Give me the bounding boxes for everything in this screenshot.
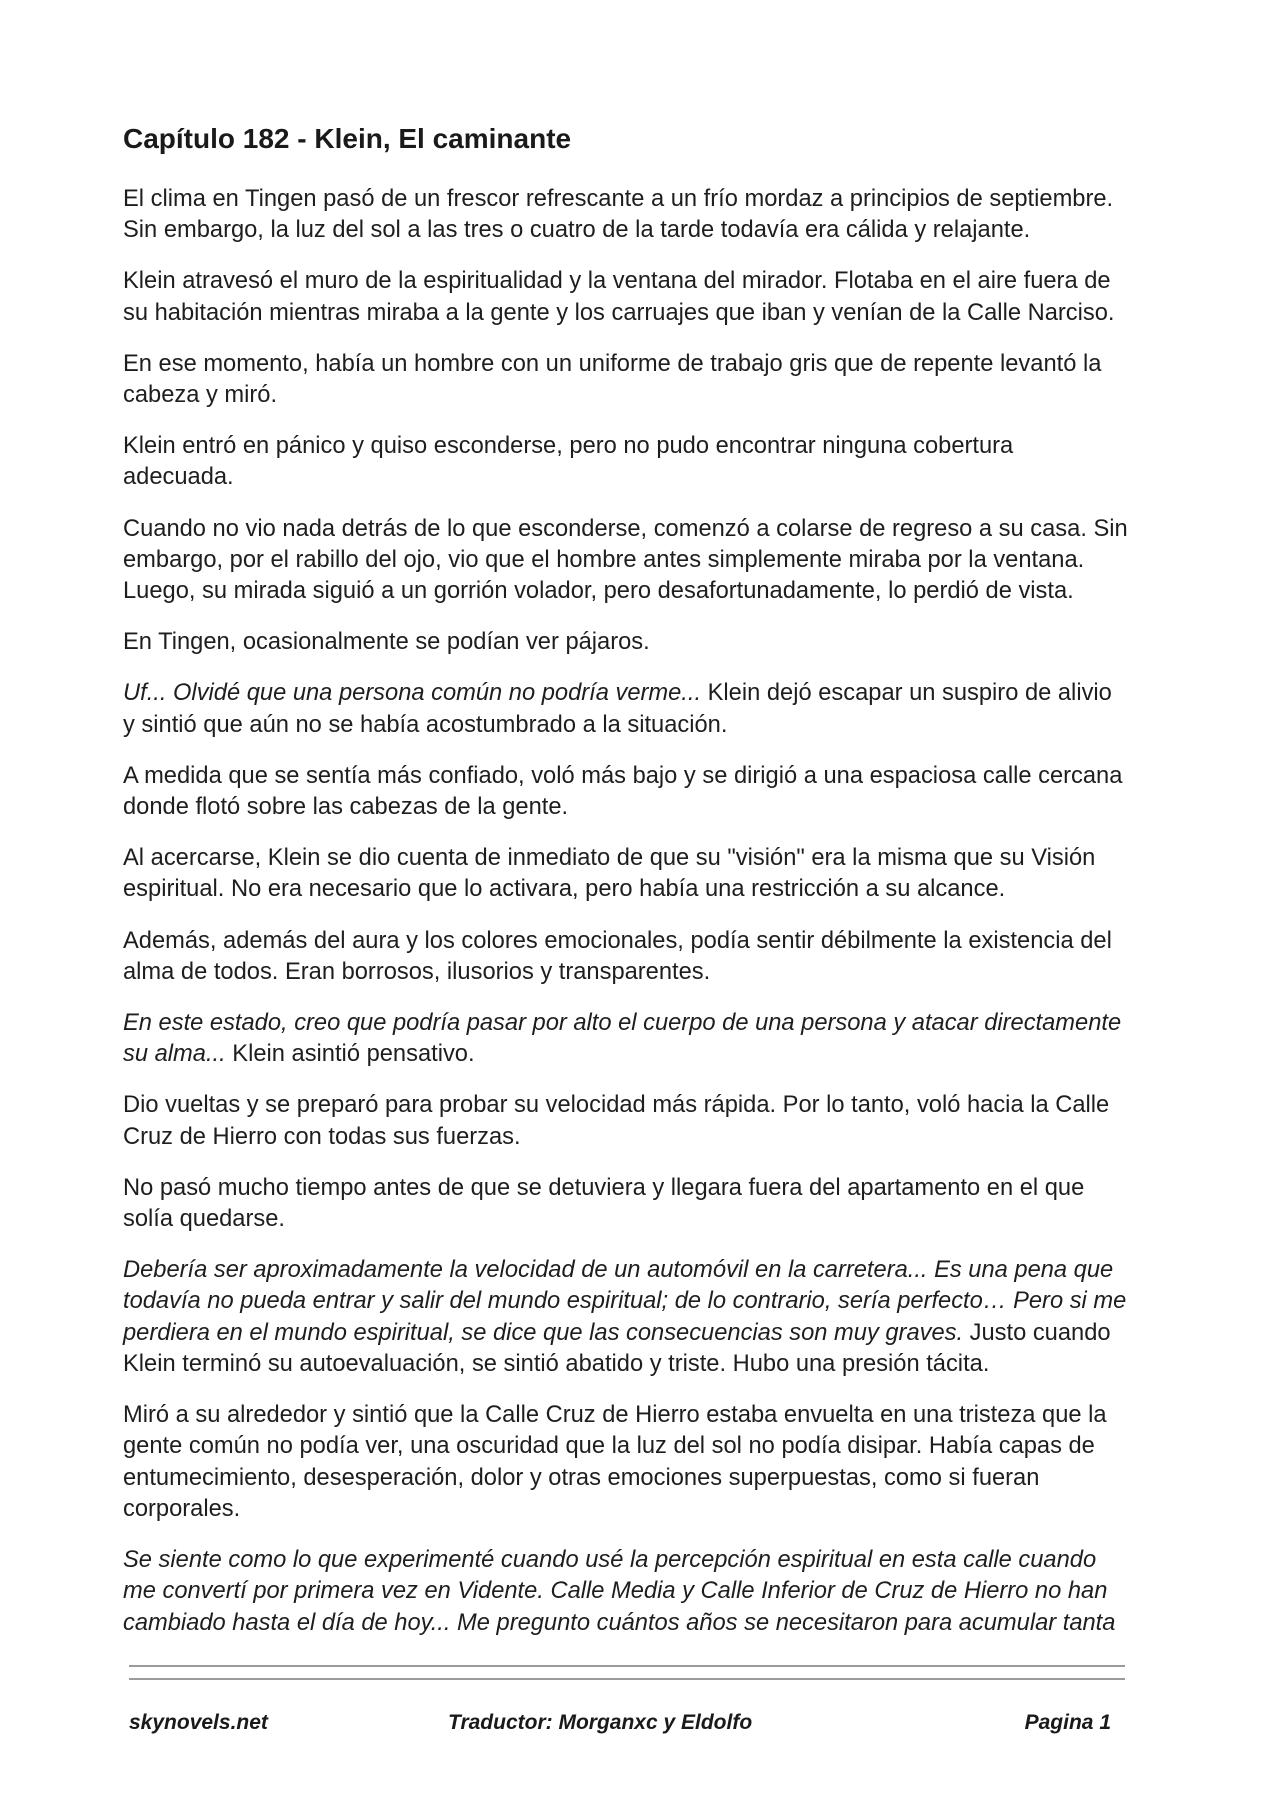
footer-translator: Traductor: Morganxc y Eldolfo xyxy=(448,1711,753,1734)
body-text: cabeza y miró. xyxy=(123,382,278,409)
paragraph xyxy=(123,678,1183,741)
footer-site: skynovels.net xyxy=(129,1711,268,1734)
text-line xyxy=(123,1463,1183,1494)
text-line xyxy=(123,1400,1183,1431)
body-text: corporales. xyxy=(123,1495,241,1522)
body-text: Además, además del aura y los colores emocionales, podía sentir débilmente la existencia del xyxy=(123,927,1112,954)
text-line xyxy=(123,1122,1183,1153)
text-line xyxy=(123,431,1183,462)
body-text: y sintió que aún no se había acostumbrado a la situación. xyxy=(123,711,728,738)
italic-text: me convertí por primera vez en Vidente. Calle Media y Calle Inferior de Cruz de Hierro no han xyxy=(123,1578,1108,1605)
paragraph xyxy=(123,1008,1183,1071)
paragraph xyxy=(123,843,1183,906)
body-text: En ese momento, había un hombre con un uniforme de trabajo gris que de repente levantó la xyxy=(123,350,1102,377)
italic-text: todavía no pueda entrar y salir del mundo espiritual; de lo contrario, sería perfecto… Pero si me xyxy=(123,1288,1127,1315)
text-line xyxy=(123,1039,1183,1070)
text-line xyxy=(123,514,1183,545)
text-line xyxy=(123,926,1183,957)
text-line xyxy=(123,1173,1183,1204)
italic-text: su alma... xyxy=(123,1041,226,1068)
text-line xyxy=(123,1090,1183,1121)
text-line xyxy=(123,1608,1183,1639)
italic-text: Se siente como lo que experimenté cuando usé la percepción espiritual en esta calle cuando xyxy=(123,1547,1097,1574)
chapter-title: Capítulo 182 - Klein, El caminante xyxy=(123,123,572,154)
text-line xyxy=(123,1318,1183,1349)
paragraph xyxy=(123,1173,1183,1236)
chapter-body xyxy=(123,184,1183,1639)
body-text: Cuando no vio nada detrás de lo que esconderse, comenzó a colarse de regreso a su casa. Sin xyxy=(123,515,1128,542)
paragraph xyxy=(123,1400,1183,1525)
text-line xyxy=(123,349,1183,380)
body-text: Sin embargo, la luz del sol a las tres o cuatro de la tarde todavía era cálida y relajante. xyxy=(123,217,1031,244)
text-line xyxy=(123,957,1183,988)
body-text: Klein dejó escapar un suspiro de alivio xyxy=(701,680,1112,707)
italic-text: perdiera en el mundo espiritual, se dice que las consecuencias son muy graves. xyxy=(123,1319,964,1346)
text-line xyxy=(123,1286,1183,1317)
text-line xyxy=(123,792,1183,823)
body-text: Klein entró en pánico y quiso esconderse, pero no pudo encontrar ninguna cobertura xyxy=(123,433,1014,460)
body-text: El clima en Tingen pasó de un frescor refrescante a un frío mordaz a principios de septiembre. xyxy=(123,186,1114,212)
text-line xyxy=(123,576,1183,607)
text-line xyxy=(123,678,1183,709)
text-line xyxy=(123,710,1183,741)
italic-text: Debería ser aproximadamente la velocidad de un automóvil en la carretera... Es una pena que xyxy=(123,1257,1114,1284)
chapter-content xyxy=(123,122,1183,1659)
paragraph xyxy=(123,1090,1183,1153)
text-line xyxy=(123,843,1183,874)
body-text: Miró a su alrededor y sintió que la Calle Cruz de Hierro estaba envuelta en una tristeza que la xyxy=(123,1402,1107,1429)
text-line xyxy=(123,266,1183,297)
text-line xyxy=(123,1204,1183,1235)
body-text: En Tingen, ocasionalmente se podían ver pájaros. xyxy=(123,629,650,656)
body-text: No pasó mucho tiempo antes de que se detuviera y llegara fuera del apartamento en el que xyxy=(123,1174,1085,1201)
body-text: Klein asintió pensativo. xyxy=(225,1041,475,1068)
text-line xyxy=(123,1576,1183,1607)
body-text: embargo, por el rabillo del ojo, vio que el hombre antes simplemente miraba por la ventana. xyxy=(123,546,1085,573)
footer-page-number: Pagina 1 xyxy=(1024,1711,1111,1734)
body-text: alma de todos. Eran borrosos, ilusorios y transparentes. xyxy=(123,958,711,985)
text-line xyxy=(123,1008,1183,1039)
body-text: Luego, su mirada siguió a un gorrión volador, pero desafortunadamente, lo perdió de vista. xyxy=(123,578,1074,605)
text-line xyxy=(123,1255,1183,1286)
paragraph xyxy=(123,1255,1183,1380)
italic-text: En este estado, creo que podría pasar por alto el cuerpo de una persona y atacar directamente xyxy=(123,1009,1122,1036)
body-text: entumecimiento, desesperación, dolor y otras emociones superpuestas, como si fueran xyxy=(123,1464,1040,1491)
body-text: A medida que se sentía más confiado, voló más bajo y se dirigió a una espaciosa calle cercana xyxy=(123,762,1123,789)
text-line xyxy=(123,627,1183,658)
body-text: Klein terminó su autoevaluación, se sintió abatido y triste. Hubo una presión tácita. xyxy=(123,1350,990,1377)
text-line xyxy=(123,298,1183,329)
body-text: espiritual. No era necesario que lo activara, pero había una restricción a su alcance. xyxy=(123,876,1006,903)
body-text: Cruz de Hierro con todas sus fuerzas. xyxy=(123,1123,521,1150)
footer-rule-bottom xyxy=(129,1678,1125,1680)
body-text: solía quedarse. xyxy=(123,1205,285,1232)
body-text: adecuada. xyxy=(123,464,234,491)
text-line xyxy=(123,761,1183,792)
footer-rule-top xyxy=(129,1665,1125,1667)
text-line xyxy=(123,215,1183,246)
body-text: Al acercarse, Klein se dio cuenta de inmediato de que su "visión" era la misma que su Visión xyxy=(123,845,1096,872)
paragraph xyxy=(123,514,1183,608)
text-line xyxy=(123,1545,1183,1576)
body-text: Klein atravesó el muro de la espiritualidad y la ventana del mirador. Flotaba en el aire fuera de xyxy=(123,268,1111,295)
body-text: su habitación mientras miraba a la gente y los carruajes que iban y venían de la Calle Narciso. xyxy=(123,299,1115,326)
body-text: donde flotó sobre las cabezas de la gente. xyxy=(123,794,569,821)
text-line xyxy=(123,1494,1183,1525)
text-line xyxy=(123,462,1183,493)
paragraph xyxy=(123,761,1183,824)
text-line xyxy=(123,184,1183,215)
text-line xyxy=(123,380,1183,411)
italic-text: Uf... Olvidé que una persona común no podría verme... xyxy=(123,680,702,707)
text-line xyxy=(123,1349,1183,1380)
paragraph xyxy=(123,184,1183,247)
text-line xyxy=(123,1431,1183,1462)
paragraph xyxy=(123,1545,1183,1639)
text-line xyxy=(123,545,1183,576)
paragraph xyxy=(123,266,1183,329)
paragraph xyxy=(123,431,1183,494)
body-text: Dio vueltas y se preparó para probar su velocidad más rápida. Por lo tanto, voló hacia la Calle xyxy=(123,1092,1110,1119)
text-line xyxy=(123,874,1183,905)
body-text: Justo cuando xyxy=(963,1319,1111,1346)
paragraph xyxy=(123,627,1183,658)
italic-text: cambiado hasta el día de hoy... Me pregunto cuántos años se necesitaron para acumular tanta xyxy=(123,1609,1116,1636)
paragraph xyxy=(123,926,1183,989)
paragraph xyxy=(123,349,1183,412)
body-text: gente común no podía ver, una oscuridad que la luz del sol no podía disipar. Había capas de xyxy=(123,1433,1095,1460)
